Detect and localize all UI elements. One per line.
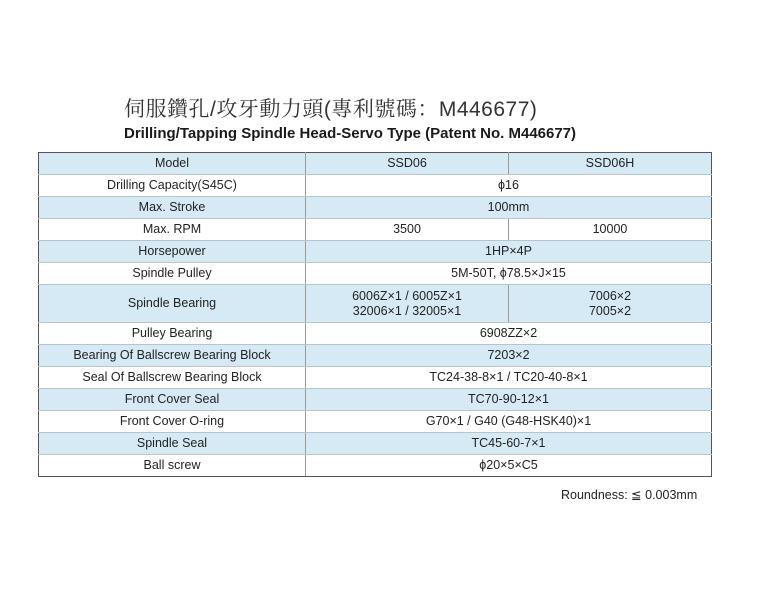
row-label: Bearing Of Ballscrew Bearing Block <box>39 345 306 367</box>
title-english: Drilling/Tapping Spindle Head-Servo Type (Patent No. M446677) <box>124 125 577 142</box>
row-value: 6908ZZ×2 <box>306 323 712 345</box>
table-row <box>39 241 712 263</box>
row-label: Max. Stroke <box>39 197 306 219</box>
table-row <box>39 197 712 219</box>
table-row <box>39 285 712 323</box>
row-value: 5M-50T, ϕ78.5×J×15 <box>306 263 712 285</box>
row-value: ϕ16 <box>306 175 712 197</box>
row-label: Spindle Pulley <box>39 263 306 285</box>
row-label: Spindle Seal <box>39 433 306 455</box>
header-model-label: Model <box>39 153 306 175</box>
row-label: Drilling Capacity(S45C) <box>39 175 306 197</box>
row-label: Front Cover O-ring <box>39 411 306 433</box>
row-value-ssd06h: 10000 <box>509 219 712 241</box>
table-row <box>39 345 712 367</box>
bearing-line-2: 7005×2 <box>588 303 632 318</box>
row-value: 100mm <box>306 197 712 219</box>
bearing-line-1: 7006×2 <box>588 288 632 303</box>
spec-table <box>38 152 712 477</box>
table-row <box>39 219 712 241</box>
row-value-ssd06 <box>306 285 509 323</box>
row-label: Spindle Bearing <box>39 285 306 323</box>
table-row <box>39 175 712 197</box>
row-value: 7203×2 <box>306 345 712 367</box>
row-label: Ball screw <box>39 455 306 477</box>
row-label: Front Cover Seal <box>39 389 306 411</box>
table-row <box>39 433 712 455</box>
table-row <box>39 323 712 345</box>
bearing-line-2: 32006×1 / 32005×1 <box>352 303 462 318</box>
row-label: Seal Of Ballscrew Bearing Block <box>39 367 306 389</box>
row-value: TC45-60-7×1 <box>306 433 712 455</box>
row-label: Horsepower <box>39 241 306 263</box>
table-row <box>39 263 712 285</box>
roundness-note: Roundness: ≦ 0.003mm <box>561 488 698 502</box>
row-label: Max. RPM <box>39 219 306 241</box>
row-label: Pulley Bearing <box>39 323 306 345</box>
row-value: TC70-90-12×1 <box>306 389 712 411</box>
table-row <box>39 411 712 433</box>
table-header-row <box>39 153 712 175</box>
row-value: ϕ20×5×C5 <box>306 455 712 477</box>
table-row <box>39 389 712 411</box>
table-row <box>39 455 712 477</box>
header-model-ssd06h: SSD06H <box>509 153 712 175</box>
table-row <box>39 367 712 389</box>
title-chinese: 伺服鑽孔/攻牙動力頭(專利號碼：M446677) <box>124 98 538 121</box>
bearing-line-1: 6006Z×1 / 6005Z×1 <box>352 288 462 303</box>
header-model-ssd06: SSD06 <box>306 153 509 175</box>
row-value-ssd06: 3500 <box>306 219 509 241</box>
row-value-ssd06h <box>509 285 712 323</box>
row-value: 1HP×4P <box>306 241 712 263</box>
row-value: G70×1 / G40 (G48-HSK40)×1 <box>306 411 712 433</box>
row-value: TC24-38-8×1 / TC20-40-8×1 <box>306 367 712 389</box>
